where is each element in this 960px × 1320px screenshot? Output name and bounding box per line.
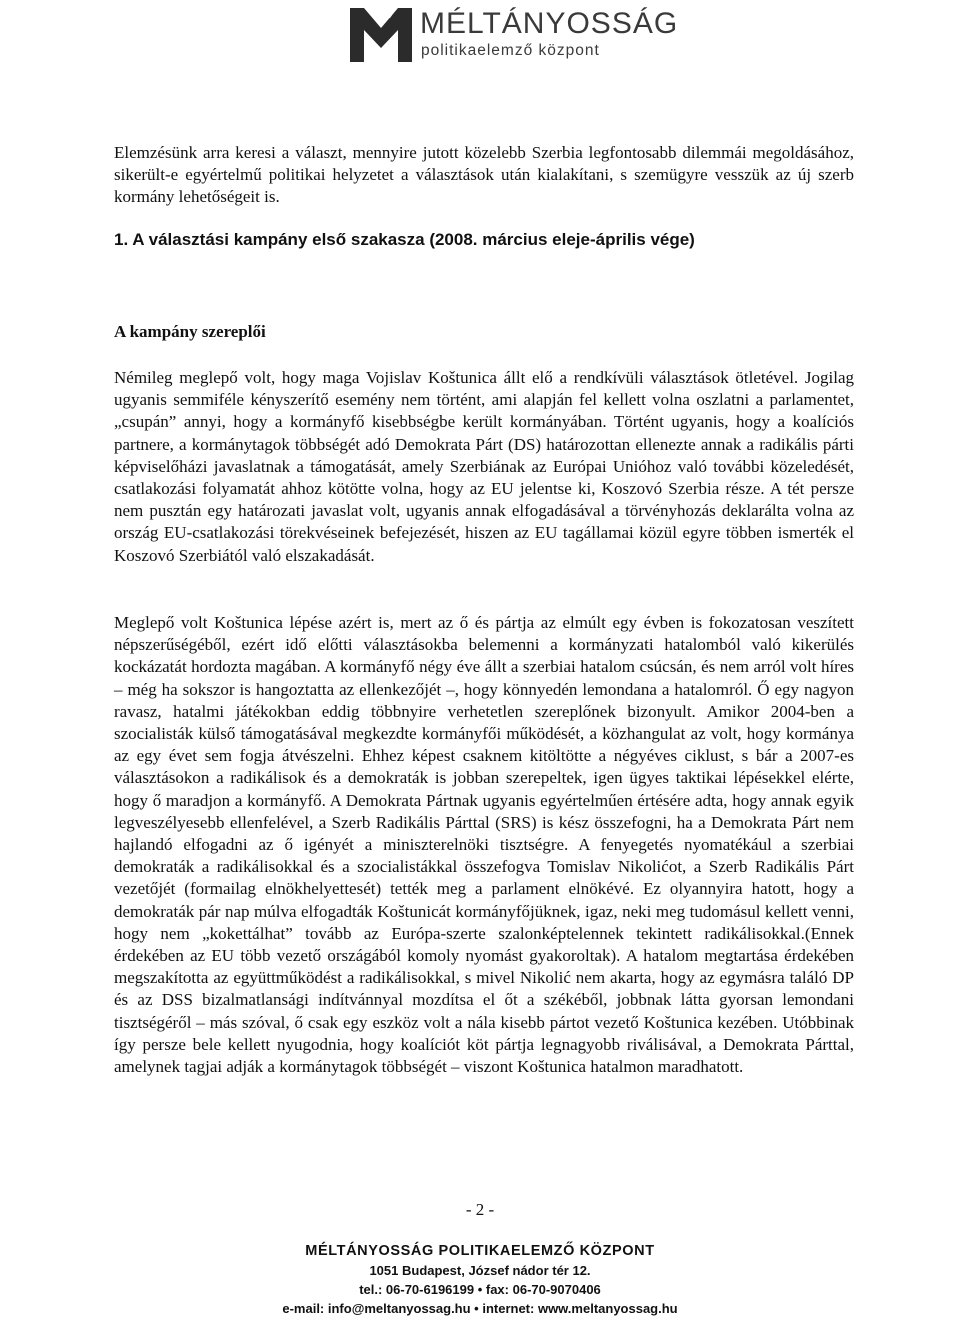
page-footer [0,1241,960,1318]
body-paragraph-1: Némileg meglepő volt, hogy maga Vojislav Koštunica állt elő a rendkívüli választások ötletével. Jogilag ugyanis semmiféle kényszerítő esemény nem történt, ami alapján fel kellett volna oszlatni a parlamentet, „csupán” annyi, hogy a kormányfő kisebbségbe került kormányában. Történt ugyanis, hogy a koalíciós partnere, a kormánytagok többségét adó Demokrata Párt (DS) határozottan ellenezte annak a radikális párti képviselőházi javaslatnak a támogatását, amely Szerbiának az Európai Unióhoz való további közeledését, csatlakozási folyamatát ahhoz kötötte volna, hogy az EU jelentse ki, Koszovó Szerbia része. A tét persze nem pusztán egy határozati javaslat volt, ugyanis annak elfogadásával a törvényhozás deklarálta volna az ország EU-csatlakozási törekvéseinek befejezését, hiszen az EU tagállamai közül egyre többen ismerték el Koszovó Szerbiától való elszakadását. [114,368,854,565]
page-number: - 2 - [465,1200,495,1219]
footer-address: 1051 Budapest, József nádor tér 12. [369,1263,591,1278]
footer-web: e-mail: info@meltanyossag.hu • internet: www.meltanyossag.hu [282,1301,678,1316]
logo-mark-icon [350,4,412,62]
footer-organization: MÉLTÁNYOSSÁG POLITIKAELEMZŐ KÖZPONT [305,1243,655,1259]
body-paragraph-2: Meglepő volt Koštunica lépése azért is, mert az ő és pártja az elmúlt egy évben is fokozatosan veszített népszerűségéből, ezért idő előtti választásokba belemenni a kormányzati hatalomból való kikerülés kockázatát hordozta magában. A kormányfő négy éve állt a szerbiai hatalom csúcsán, és nem arról volt híres – még ha sokszor is hangoztatta az ellenkezőjét –, hogy könnyedén lemondana a hatalomról. Ő egy nagyon ravasz, hatalmi játékokban eddig többnyire verhetetlen szereplőnek bizonyult. Amikor 2004-ben a szocialisták külső támogatásával megkezdte kormányfői működését, a közhangulat az volt, hogy kormánya az egy évet sem fogja átvészelni. Ehhez képest csaknem kitöltötte a négyéves ciklust, s bár a 2007-es választásokon a radikálisok és a demokraták is jobban szerepeltek, igen ügyes taktikai lépésekkel elérte, hogy ő maradjon a kormányfő. A Demokrata Pártnak ugyanis egyértelműen értésére adta, hogy annak egyik legveszélyesebb ellenfelével, a Szerb Radikális Párttal (SRS) is kész összefogni, ha a Demokrata Párt nem hajlandó elfogadni az ő igényét a miniszterelnöki tisztségre. A fenyegetés nyomatékául a szerbiai demokraták a radikálisokkal és a szocialistákkal összefogva Tomislav Nikolićot, a Szerb Radikális Párt vezetőjét (formailag elnökhelyettesét) tették meg a parlament elnökévé. Ez olyannyira hatott, hogy a demokraták pár nap múlva elfogadták Koštunicát kormányfőjüknek, igaz, neki meg tudomásul kellett venni, hogy nem „kokettálhat” tovább az Európa-szerte szalonképtelennek tekintett radikálisokkal.(Ennek érdekében az EU több vezető országából komoly nyomást gyakoroltak). A hatalom megtartása érdekében megszakította az együttműködést a radikálisokkal, s mivel Nikolić nem akarta, hogy az egymásra találó DP és az DSS bizalmatlansági indítvánnyal mozdítsa el őt a székéből, jobbnak látta gyorsan lemondani tisztségéről – más szóval, ő csak egy eszköz volt a nála kisebb pártot vezető Koštunica kezében. Utóbbinak így persze bele kellett nyugodnia, hogy koalíciót köt pártja legnagyobb riválisával, a Demokrata Párttal, amelynek tagjai adják a kormánytagok többségét – viszont Koštunica hatalmon maradhatott. [114,613,854,1077]
brand-subtitle: politikaelemző központ [421,42,600,59]
header-logo [350,4,679,62]
section-heading: 1. A választási kampány első szakasza (2008. március eleje-április vége) [114,230,695,249]
intro-paragraph: Elemzésünk arra keresi a választ, mennyire jutott közelebb Szerbia legfontosabb dilemmái megoldásához, sikerült-e egyértelmű politikai helyzetet a választások után kialakítani, s szemügyre vesszük az új szerb kormány lehetőségeit is. [114,143,854,207]
brand-name: MÉLTÁNYOSSÁG [420,7,679,40]
subheading: A kampány szereplői [114,322,266,341]
footer-phone: tel.: 06-70-6196199 • fax: 06-70-9070406 [359,1282,601,1297]
